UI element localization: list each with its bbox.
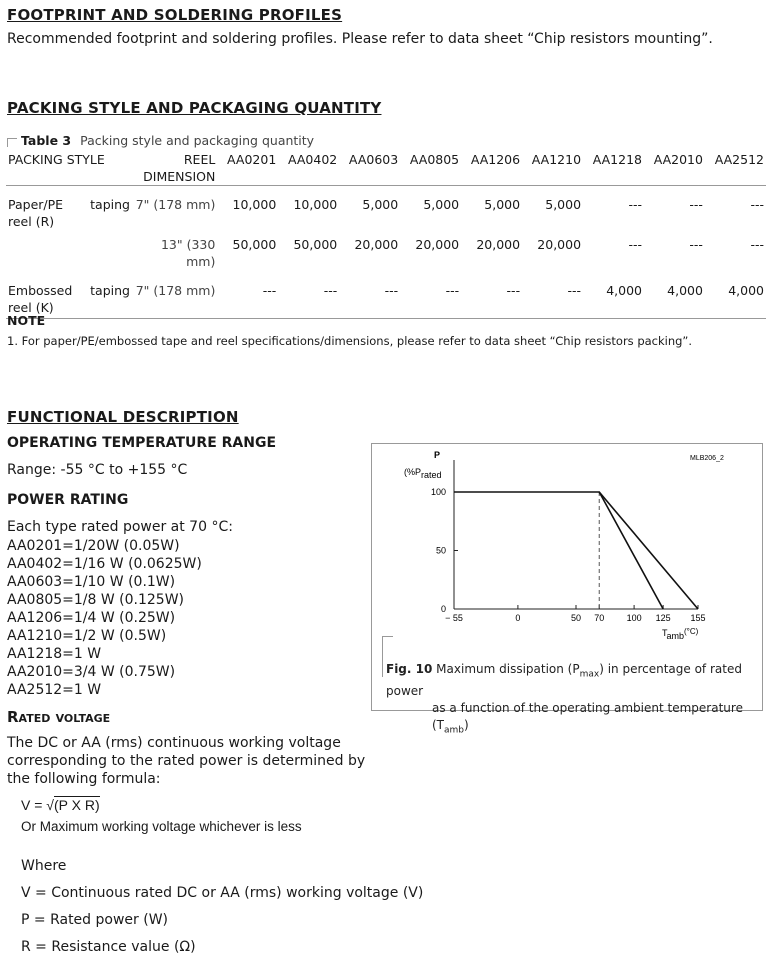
table-header-row bbox=[6, 151, 766, 186]
x-label: Tamb(°C) bbox=[662, 627, 699, 641]
rated-voltage-text: The DC or AA (rms) continuous working voltage corresponding to the rated power is determined by the following formula: bbox=[7, 735, 366, 787]
footprint-heading: FOOTPRINT AND SOLDERING PROFILES bbox=[7, 6, 343, 24]
cell-qty: 20,000 bbox=[354, 237, 399, 252]
header-packing-style: PACKING STYLE bbox=[6, 151, 132, 186]
cell-qty: --- bbox=[522, 270, 583, 319]
series-line bbox=[599, 492, 698, 609]
cell-qty: --- bbox=[461, 270, 522, 319]
x-tick-label: 0 bbox=[515, 613, 521, 623]
y-tick-label: 0 bbox=[440, 604, 446, 614]
x-tick-label: 70 bbox=[594, 613, 605, 623]
formula: V = √(P X R) bbox=[21, 797, 100, 813]
rated-voltage-heading: Rated voltage bbox=[7, 708, 111, 726]
cell-reel: 13" (330 mm) bbox=[160, 237, 216, 269]
cell-qty: --- bbox=[750, 237, 764, 252]
y-label-p: P bbox=[434, 450, 441, 460]
def-v: V = Continuous rated DC or AA (rms) working voltage (V) bbox=[21, 885, 424, 901]
formula-alt: Or Maximum working voltage whichever is less bbox=[21, 819, 302, 834]
def-p: P = Rated power (W) bbox=[21, 912, 168, 928]
caption-bracket bbox=[7, 138, 17, 147]
cell-qty: --- bbox=[217, 270, 278, 319]
cell-qty: 5,000 bbox=[423, 197, 460, 212]
cell-qty: 50,000 bbox=[293, 237, 338, 252]
header-model: AA0603 bbox=[339, 151, 400, 186]
y-label-unit: (%Prated bbox=[404, 467, 442, 480]
table-title: Packing style and packaging quantity bbox=[80, 133, 315, 148]
list-item: AA0402=1/16 W (0.0625W) bbox=[7, 556, 202, 572]
cell-style: Embossed taping reel (K) bbox=[6, 270, 132, 319]
x-tick-label: 155 bbox=[690, 613, 706, 623]
table-caption bbox=[7, 133, 314, 148]
table-row bbox=[6, 270, 766, 319]
header-reel-dimension: REEL DIMENSION bbox=[132, 151, 217, 186]
table-row bbox=[6, 230, 766, 270]
list-item: AA2010=3/4 W (0.75W) bbox=[7, 664, 176, 680]
cell-style: Paper/PE taping reel (R) bbox=[8, 197, 130, 229]
header-model: AA1206 bbox=[461, 151, 522, 186]
figure-caption: Fig. 10 Maximum dissipation $(P_{max})$ in percentage of rated power as a function of the operating ambient temperature $(T_{amb})$ bbox=[386, 662, 743, 736]
figure-box bbox=[371, 443, 763, 736]
x-tick-label: − 55 bbox=[445, 613, 463, 623]
list-item: AA0805=1/8 W (0.125W) bbox=[7, 592, 185, 608]
packing-table bbox=[6, 151, 766, 319]
op-temp-text: Range: -55 °C to +155 °C bbox=[7, 462, 188, 478]
x-tick-label: 125 bbox=[655, 613, 671, 623]
cell-qty: 10,000 bbox=[232, 197, 277, 212]
cell-qty: 20,000 bbox=[415, 237, 460, 252]
cell-reel: 7" (178 mm) bbox=[135, 197, 216, 212]
header-model: AA1218 bbox=[583, 151, 644, 186]
cell-qty: 5,000 bbox=[362, 197, 399, 212]
note-text: 1. For paper/PE/embossed tape and reel specifications/dimensions, please refer to data sheet “Chip resistors packing”. bbox=[7, 334, 693, 348]
table-label: Table 3 bbox=[20, 133, 72, 148]
x-tick-label: 100 bbox=[626, 613, 642, 623]
cell-qty: --- bbox=[750, 197, 764, 212]
x-tick-label: 50 bbox=[570, 613, 582, 623]
header-model: AA1210 bbox=[522, 151, 583, 186]
list-item: AA0201=1/20W (0.05W) bbox=[7, 538, 180, 554]
packing-heading: PACKING STYLE AND PACKAGING QUANTITY bbox=[7, 99, 382, 117]
cell-qty: 4,000 bbox=[705, 270, 766, 319]
header-model: AA0201 bbox=[217, 151, 278, 186]
functional-heading: FUNCTIONAL DESCRIPTION bbox=[7, 408, 239, 426]
cell-qty: --- bbox=[628, 197, 642, 212]
power-intro: Each type rated power at 70 °C: bbox=[7, 519, 233, 535]
header-model: AA0402 bbox=[278, 151, 339, 186]
op-temp-heading: OPERATING TEMPERATURE RANGE bbox=[7, 435, 277, 451]
cell-qty: 20,000 bbox=[537, 237, 582, 252]
series-line bbox=[454, 492, 663, 609]
table-row bbox=[6, 186, 766, 231]
power-list bbox=[7, 537, 202, 699]
figure-code: MLB206_2 bbox=[690, 455, 724, 462]
cell-qty: 10,000 bbox=[293, 197, 338, 212]
power-heading: POWER RATING bbox=[7, 492, 129, 508]
list-item: AA1218=1 W bbox=[7, 646, 102, 662]
cell-qty: 50,000 bbox=[232, 237, 277, 252]
list-item: AA1206=1/4 W (0.25W) bbox=[7, 610, 176, 626]
cell-qty: 20,000 bbox=[476, 237, 521, 252]
list-item: AA1210=1/2 W (0.5W) bbox=[7, 628, 167, 644]
footprint-text: Recommended footprint and soldering profiles. Please refer to data sheet “Chip resistors mounting”. bbox=[7, 31, 713, 47]
y-tick-label: 100 bbox=[430, 487, 446, 497]
cell-qty: 4,000 bbox=[583, 270, 644, 319]
where-label: Where bbox=[21, 858, 67, 874]
list-item: AA2512=1 W bbox=[7, 682, 102, 698]
header-model: AA2512 bbox=[705, 151, 766, 186]
sqrt-symbol: √ bbox=[46, 797, 54, 813]
header-model: AA2010 bbox=[644, 151, 705, 186]
header-model: AA0805 bbox=[400, 151, 461, 186]
cell-qty: --- bbox=[628, 237, 642, 252]
cell-qty: 4,000 bbox=[644, 270, 705, 319]
cell-qty: --- bbox=[278, 270, 339, 319]
cell-qty: --- bbox=[400, 270, 461, 319]
def-r: R = Resistance value (Ω) bbox=[21, 939, 196, 955]
cell-reel: 7" (178 mm) bbox=[132, 270, 217, 319]
cell-qty: 5,000 bbox=[545, 197, 582, 212]
note-heading: NOTE bbox=[7, 313, 46, 328]
cell-style bbox=[6, 230, 132, 270]
cell-qty: 5,000 bbox=[484, 197, 521, 212]
list-item: AA0603=1/10 W (0.1W) bbox=[7, 574, 176, 590]
cell-qty: --- bbox=[689, 237, 703, 252]
cell-qty: --- bbox=[339, 270, 400, 319]
cell-qty: --- bbox=[689, 197, 703, 212]
y-tick-label: 50 bbox=[435, 545, 446, 556]
